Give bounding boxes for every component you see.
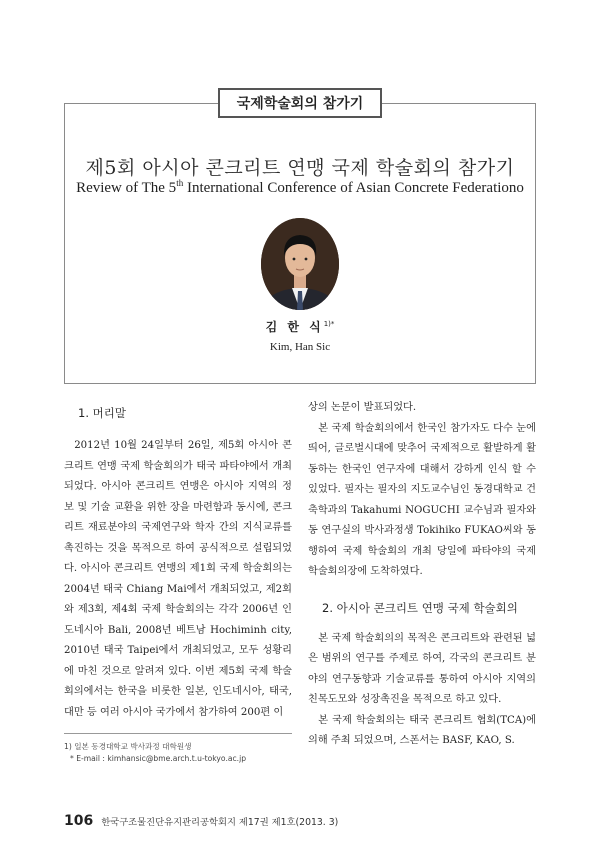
title-korean: 제5회 아시아 콘크리트 연맹 국제 학술회의 참가기 bbox=[85, 157, 515, 179]
section-heading-intro: 1. 머리말 bbox=[78, 406, 126, 420]
author-photo bbox=[261, 218, 339, 310]
footnote-affiliation: 1) 일본 동경대학교 박사과정 대학원생 bbox=[64, 742, 192, 751]
footnote-email: * E-mail : kimhansic@bme.arch.t.u-tokyo.ac.jp bbox=[70, 754, 247, 763]
paragraph-purpose: 본 국제 학술회의의 목적은 콘크리트와 관련된 넓은 범위의 연구를 주제로 하여, 각국의 콘크리트 분야의 연구동향과 기술교류를 통하여 아시아 지역의 친목도모와 성장촉진을 목적으로 하고 있다. bbox=[308, 632, 536, 705]
title-english bbox=[0, 180, 600, 197]
author-affiliation-marker: 1)* bbox=[323, 320, 335, 328]
title-english-sup: th bbox=[176, 178, 184, 188]
left-column bbox=[64, 398, 292, 723]
title-english-part2: International Conference of Asian Concrete Federationo bbox=[183, 180, 524, 196]
intro-paragraph: 2012년 10월 24일부터 26일, 제5회 아시아 콘크리트 연맹 국제 학술회의가 태국 파타야에서 개최되었다. 아시아 콘크리트 연맹은 아시아 지역의 정보 및 기술 교환을 위한 장을 마련함과 동시에, 콘크리트 재료분야의 국제연구와 학자 간의 지식교류를 촉진하는 것을 목적으로 하여 공식적으로 설립되었다. 아시아 콘크리트 연맹의 제1회 국제 학술회의는 2004년 태국 Chiang Mai에서 개최되었고, 제2회와 제3회, 제4회 국제 학술회의는 각각 2006년 인도네시아 Bali, 2008년 베트남 Hochiminh city, 2010년 태국 Taipei에서 개최되었고, 모두 성황리에 마친 것으로 알려져 있다. 이번 제5회 국제 학술회의에서는 한국을 비롯한 일본, 인도네시아, 태국, 대만 등 여러 아시아 국가에서 참가하여 200편 이 bbox=[64, 440, 292, 718]
continuation-text: 상의 논문이 발표되었다. bbox=[308, 402, 417, 413]
author-name-korean-text: 김 한 식 bbox=[265, 320, 324, 334]
author-name-english: Kim, Han Sic bbox=[269, 341, 331, 353]
author-portrait-image bbox=[261, 218, 339, 310]
journal-citation: 한국구조물진단유지관리공학회지 제17권 제1호(2013. 3) bbox=[101, 817, 339, 828]
paragraph-participants: 본 국제 학술회의에서 한국인 참가자도 다수 눈에 띄어, 글로벌시대에 맞추어 국제적으로 활발하게 활동하는 한국인 연구자에 대해서 강하게 인식 할 수 있었다. 필자는 필자의 지도교수님인 동경대학교 건축학과의 Takahumi NOGUCHI 교수님과 필자와 동 연구실의 박사과정생 Tokihiko FUKAO씨와 동행하여 국제 학술회의 개최 당일에 파타야의 국제 학술회의장에 도착하였다. bbox=[308, 422, 536, 577]
section-label: 국제학술회의 참가기 bbox=[218, 88, 382, 118]
page-number: 106 bbox=[64, 813, 94, 829]
footnote-divider bbox=[64, 733, 292, 734]
page-footer bbox=[64, 812, 544, 830]
section-heading-conference: 2. 아시아 콘크리트 연맹 국제 학술회의 bbox=[322, 600, 518, 615]
right-column bbox=[308, 398, 536, 752]
title-english-part1: Review of The 5 bbox=[76, 180, 177, 196]
paragraph-organizer: 본 국제 학술회의는 태국 콘크리트 협회(TCA)에 의해 주최 되었으며, 스폰서는 BASF, KAO, S. bbox=[308, 714, 536, 746]
author-name-korean bbox=[0, 318, 600, 335]
